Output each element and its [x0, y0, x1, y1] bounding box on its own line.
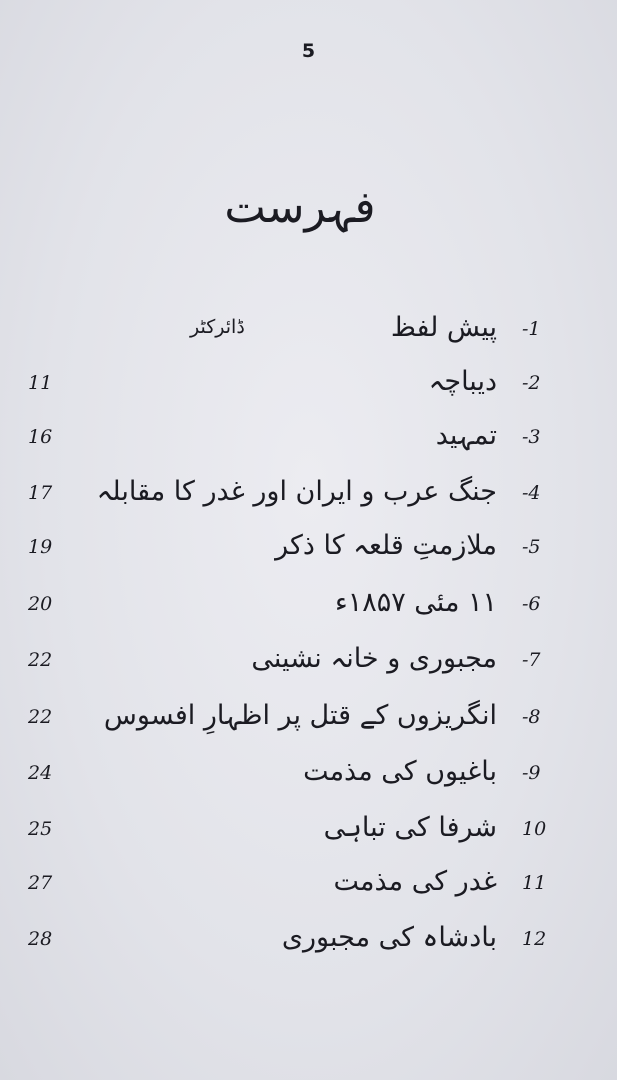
- toc-entry-title: پیش لفظ: [390, 312, 497, 343]
- toc-entry: [0, 366, 617, 412]
- toc-entry-number: -7: [522, 649, 541, 671]
- toc-entry-title: ملازمتِ قلعہ کا ذکر: [275, 530, 497, 561]
- toc-entry-page: 24: [28, 762, 53, 784]
- toc-entry-page: 20: [28, 593, 53, 615]
- toc-entry: [0, 756, 617, 802]
- page-number: 5: [301, 40, 316, 62]
- toc-entry: [0, 476, 617, 522]
- toc-entry-page: 22: [28, 649, 53, 671]
- toc-entry: [0, 643, 617, 689]
- toc-entry: [0, 420, 617, 466]
- toc-entry-number: -8: [522, 706, 541, 728]
- toc-entry-title: بادشاہ کی مجبوری: [281, 922, 497, 953]
- toc-entry-number: -2: [522, 372, 541, 394]
- toc-entry-number: -6: [522, 593, 541, 615]
- toc-entry-page: 16: [28, 426, 53, 448]
- toc-entry-title: دیباچہ: [428, 366, 497, 397]
- toc-entry: [0, 812, 617, 858]
- toc-entry: [0, 922, 617, 968]
- toc-entry-page: 28: [28, 928, 53, 950]
- toc-entry-title: باغیوں کی مذمت: [303, 756, 497, 787]
- toc-entry-number: -1: [522, 318, 541, 340]
- toc-entry-number: 11: [522, 872, 547, 894]
- toc-entry-title: جنگ عرب و ایران اور غدر کا مقابلہ: [96, 476, 497, 507]
- toc-entry-page: 22: [28, 706, 53, 728]
- toc-entry-title: ۱۱ مئی ۱۸۵۷ء: [334, 587, 497, 618]
- toc-entry-number: -5: [522, 536, 541, 558]
- toc-entry-number: 10: [522, 818, 547, 840]
- toc-entry-number: -4: [522, 482, 541, 504]
- toc-entry-number: 12: [522, 928, 547, 950]
- toc-entry-title: انگریزوں کے قتل پر اظہارِ افسوس: [103, 700, 497, 731]
- toc-entry-page: 17: [28, 482, 53, 504]
- toc-entry-title: شرفا کی تباہی: [323, 812, 497, 843]
- toc-entry: [0, 700, 617, 746]
- toc-entry-title: مجبوری و خانہ نشینی: [251, 643, 497, 674]
- toc-entry-number: -3: [522, 426, 541, 448]
- toc-entry-title: غدر کی مذمت: [333, 866, 497, 897]
- toc-entry-page: 11: [28, 372, 53, 394]
- toc-entry-page: 19: [28, 536, 53, 558]
- toc-entry-page: 25: [28, 818, 53, 840]
- toc-entry-number: -9: [522, 762, 541, 784]
- toc-entry: [0, 866, 617, 912]
- toc-entry: [0, 312, 617, 358]
- toc-entry-title: تمہید: [435, 420, 497, 451]
- toc-entry: [0, 530, 617, 576]
- toc-entry-page: 27: [28, 872, 53, 894]
- toc-entry-author: ڈائرکٹر: [190, 316, 245, 338]
- toc-title: فہرست: [224, 182, 376, 233]
- toc-entry: [0, 587, 617, 633]
